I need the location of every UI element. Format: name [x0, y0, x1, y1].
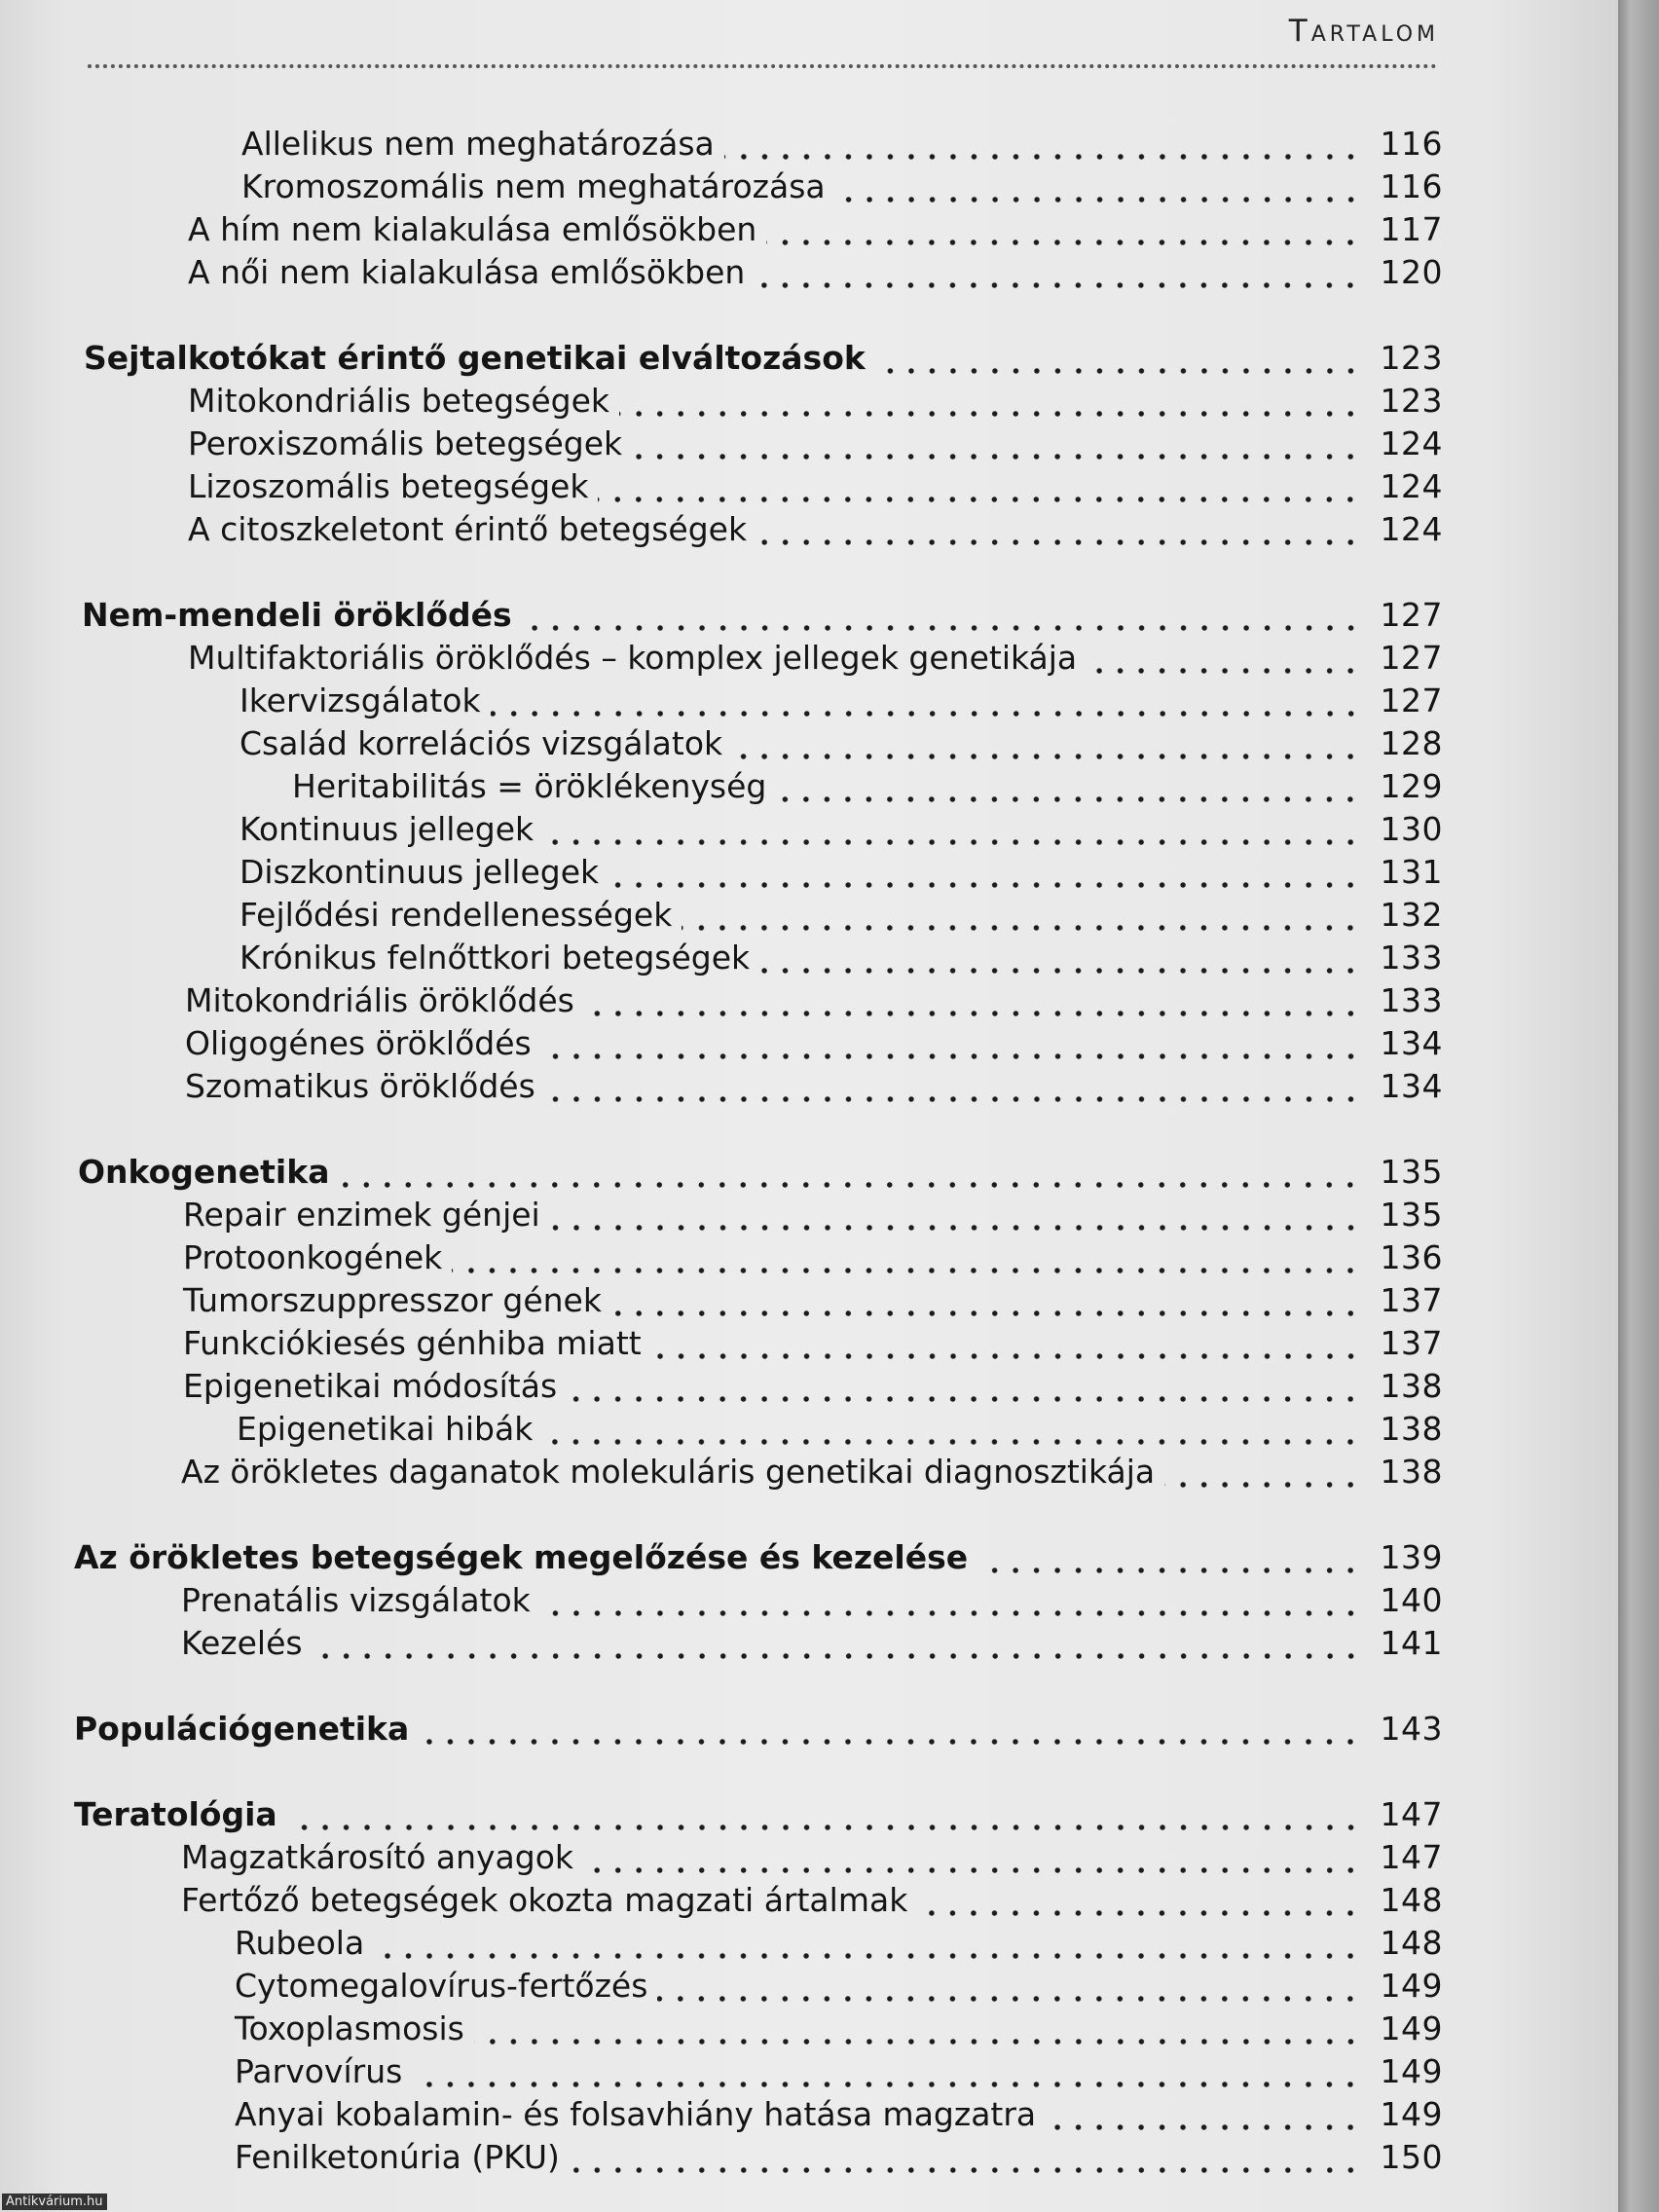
dot-leader: [287, 1793, 1361, 1836]
toc-entry: [240, 680, 1443, 722]
dot-leader: [766, 208, 1361, 251]
toc-entry: [183, 1322, 1443, 1365]
dot-leader: [550, 1194, 1361, 1236]
toc-chapter-entry: [74, 1536, 1443, 1579]
toc-page-number: 143: [1380, 1710, 1443, 1748]
toc-entry: [188, 423, 1443, 465]
toc-entry-label: Epigenetikai módosítás: [183, 1367, 558, 1405]
toc-page-number: 135: [1380, 1153, 1443, 1191]
toc-entry: [240, 722, 1443, 765]
toc-page-number: 139: [1380, 1538, 1443, 1576]
toc-page-number: 136: [1380, 1238, 1443, 1276]
toc-page-number: 124: [1380, 510, 1443, 548]
toc-page-number: 116: [1380, 167, 1443, 205]
toc-entry: [188, 208, 1443, 251]
toc-entry: [237, 1408, 1443, 1451]
dot-leader: [724, 123, 1361, 166]
dot-leader: [339, 1151, 1361, 1194]
toc-entry: [235, 2136, 1443, 2179]
toc-entry: [183, 1365, 1443, 1408]
toc-entry-label: Repair enzimek génjei: [183, 1196, 540, 1234]
toc-page-number: 147: [1380, 1838, 1443, 1876]
toc-entry: [185, 1022, 1443, 1065]
toc-page-number: 133: [1380, 981, 1443, 1019]
toc-entry: [241, 166, 1443, 208]
toc-chapter-entry: [74, 1793, 1443, 1836]
toc-page-number: 127: [1380, 682, 1443, 719]
toc-entry-label: Kromoszomális nem meghatározása: [241, 167, 826, 205]
dot-leader: [732, 722, 1361, 765]
toc-page-number: 130: [1380, 810, 1443, 848]
toc-entry: [188, 637, 1443, 680]
toc-entry-label: Peroxiszomális betegségek: [188, 424, 623, 462]
toc-page-number: 123: [1380, 339, 1443, 377]
toc-entry: [188, 251, 1443, 294]
toc-entry: [188, 380, 1443, 423]
toc-page-number: 134: [1380, 1067, 1443, 1105]
toc-entry-label: Toxoplasmosis: [235, 2009, 464, 2047]
toc-entry: [181, 1879, 1443, 1922]
toc-entry: [181, 1836, 1443, 1879]
dot-leader: [474, 2008, 1361, 2050]
dot-leader: [776, 765, 1361, 808]
dot-leader: [542, 1408, 1361, 1451]
toc-entry-label: Szomatikus öröklődés: [185, 1067, 535, 1105]
toc-entry-label: Mitokondriális öröklődés: [185, 981, 574, 1019]
toc-entry: [185, 1065, 1443, 1108]
dot-leader: [541, 1022, 1361, 1065]
toc-page-number: 138: [1380, 1453, 1443, 1491]
toc-entry-label: A hím nem kialakulása emlősökben: [188, 210, 757, 248]
dot-leader: [611, 1279, 1361, 1322]
toc-entry-label: Fenilketonúria (PKU): [235, 2138, 560, 2176]
dot-leader: [756, 508, 1361, 551]
toc-page-number: 149: [1380, 1967, 1443, 2005]
toc-entry-label: Az örökletes daganatok molekuláris genetikai diagnosztikája: [181, 1453, 1156, 1491]
toc-page-number: 147: [1380, 1795, 1443, 1833]
dot-leader: [1046, 2093, 1361, 2136]
dot-leader: [374, 1922, 1361, 1965]
toc-page-number: 148: [1380, 1924, 1443, 1962]
toc-page-number: 140: [1380, 1581, 1443, 1619]
toc-entry-label: Tumorszuppresszor gének: [183, 1281, 602, 1319]
toc-entry-label: Diszkontinuus jellegek: [240, 853, 600, 891]
toc-page-number: 127: [1380, 596, 1443, 634]
toc-entry-label: Mitokondriális betegségek: [188, 382, 610, 420]
toc-entry-label: A citoszkeletont érintő betegségek: [188, 510, 748, 548]
toc-page-number: 141: [1380, 1624, 1443, 1662]
toc-entry-label: Kontinuus jellegek: [240, 810, 535, 848]
toc-entry-label: Prenatális vizsgálatok: [181, 1581, 531, 1619]
dot-leader: [543, 808, 1361, 851]
dot-leader: [651, 1322, 1361, 1365]
toc-page-number: 128: [1380, 724, 1443, 762]
toc-entry: [240, 894, 1443, 937]
toc-page-number: 138: [1380, 1410, 1443, 1448]
toc-entry-label: Fejlődési rendellenességek: [240, 896, 673, 934]
toc-chapter-label: Nem-mendeli öröklődés: [82, 596, 512, 634]
toc-entry-label: Ikervizsgálatok: [240, 682, 481, 719]
toc-entry: [181, 1622, 1443, 1665]
toc-page-number: 150: [1380, 2138, 1443, 2176]
running-header: Tartalom: [1288, 14, 1439, 49]
toc-entry-label: Funkciókiesés génhiba miatt: [183, 1324, 642, 1362]
toc-chapter-label: Onkogenetika: [78, 1153, 330, 1191]
dot-leader: [567, 1365, 1361, 1408]
dot-leader: [977, 1536, 1361, 1579]
toc-page-number: 137: [1380, 1281, 1443, 1319]
toc-page-number: 124: [1380, 424, 1443, 462]
toc-entry: [188, 508, 1443, 551]
toc-entry-label: Krónikus felnőttkori betegségek: [240, 939, 751, 977]
dot-leader: [917, 1879, 1361, 1922]
toc-entry: [235, 2093, 1443, 2136]
toc-chapter-label: Populációgenetika: [74, 1710, 410, 1748]
dot-leader: [584, 979, 1361, 1022]
toc-chapter-entry: [84, 337, 1443, 380]
toc-entry: [183, 1194, 1443, 1236]
dot-leader: [540, 1579, 1361, 1622]
toc-entry-label: Protoonkogének: [183, 1238, 443, 1276]
dot-leader: [598, 465, 1361, 508]
toc-page-number: 117: [1380, 210, 1443, 248]
dot-leader: [875, 337, 1361, 380]
toc-entry: [240, 851, 1443, 894]
toc-page-number: 120: [1380, 253, 1443, 291]
toc-entry: [183, 1279, 1443, 1322]
toc-page-number: 123: [1380, 382, 1443, 420]
dot-leader: [619, 380, 1361, 423]
toc-entry-label: Rubeola: [235, 1924, 365, 1962]
toc-page-number: 124: [1380, 467, 1443, 505]
toc-entry-label: Epigenetikai hibák: [237, 1410, 534, 1448]
dot-leader: [522, 594, 1361, 637]
toc-entry-label: A női nem kialakulása emlősökben: [188, 253, 746, 291]
toc-page-number: 133: [1380, 939, 1443, 977]
dot-leader: [491, 680, 1361, 722]
toc-page-number: 116: [1380, 125, 1443, 163]
dot-leader: [545, 1065, 1361, 1108]
toc-entry-label: Lizoszomális betegségek: [188, 467, 589, 505]
toc-page-number: 138: [1380, 1367, 1443, 1405]
toc-page-number: 148: [1380, 1881, 1443, 1919]
toc-chapter-label: Az örökletes betegségek megelőzése és kezelése: [74, 1538, 969, 1576]
toc-page-number: 135: [1380, 1196, 1443, 1234]
dot-leader: [419, 1708, 1361, 1751]
dot-leader: [682, 894, 1361, 937]
toc-entry-label: Heritabilitás = öröklékenység: [292, 767, 767, 805]
toc-entry: [240, 808, 1443, 851]
toc-chapter-entry: [78, 1151, 1443, 1194]
toc-entry: [235, 1965, 1443, 2008]
toc-entry-label: Fertőző betegségek okozta magzati ártalmak: [181, 1881, 908, 1919]
toc-page-number: 134: [1380, 1024, 1443, 1062]
toc-entry: [235, 2050, 1443, 2093]
toc-entry-label: Multifaktoriális öröklődés – komplex jellegek genetikája: [188, 639, 1078, 677]
toc-entry: [292, 765, 1443, 808]
source-watermark: Antikvárium.hu: [2, 2194, 107, 2210]
toc-entry: [185, 979, 1443, 1022]
toc-entry-label: Cytomegalovírus-fertőzés: [235, 1967, 648, 2005]
toc-entry-label: Allelikus nem meghatározása: [241, 125, 715, 163]
dot-leader: [759, 937, 1361, 979]
dot-leader: [608, 851, 1361, 894]
dot-leader: [570, 2136, 1361, 2179]
dot-leader: [835, 166, 1361, 208]
dot-leader: [1087, 637, 1361, 680]
toc-page-number: 132: [1380, 896, 1443, 934]
dot-leader: [632, 423, 1361, 465]
dot-leader: [755, 251, 1361, 294]
toc-entry: [235, 2008, 1443, 2050]
toc-page-number: 137: [1380, 1324, 1443, 1362]
toc-entry: [235, 1922, 1443, 1965]
toc-page-number: 131: [1380, 853, 1443, 891]
toc-page-number: 127: [1380, 639, 1443, 677]
toc-entry: [241, 123, 1443, 166]
toc-entry-label: Kezelés: [181, 1624, 303, 1662]
toc-entry-label: Magzatkárosító anyagok: [181, 1838, 574, 1876]
dot-leader: [452, 1236, 1361, 1279]
dot-leader: [1164, 1451, 1361, 1493]
toc-chapter-label: Teratológia: [74, 1795, 277, 1833]
toc-entry: [240, 937, 1443, 979]
toc-chapter-entry: [74, 1708, 1443, 1751]
dot-leader: [313, 1622, 1361, 1665]
toc-entry-label: Család korrelációs vizsgálatok: [240, 724, 723, 762]
toc-entry: [188, 465, 1443, 508]
toc-entry: [181, 1579, 1443, 1622]
toc-entry-label: Parvovírus: [235, 2052, 403, 2090]
toc-entry-label: Anyai kobalamin- és folsavhiány hatása magzatra: [235, 2095, 1037, 2133]
toc-entry-label: Oligogénes öröklődés: [185, 1024, 532, 1062]
toc-chapter-entry: [82, 594, 1443, 637]
toc-page-number: 149: [1380, 2009, 1443, 2047]
toc-chapter-label: Sejtalkotókat érintő genetikai elváltozások: [84, 339, 866, 377]
dot-leader: [583, 1836, 1361, 1879]
toc-entry: [181, 1451, 1443, 1493]
toc-page-number: 129: [1380, 767, 1443, 805]
toc-page-number: 149: [1380, 2095, 1443, 2133]
dot-leader: [412, 2050, 1361, 2093]
dot-leader: [657, 1965, 1361, 2008]
toc-page-number: 149: [1380, 2052, 1443, 2090]
toc-entry: [183, 1236, 1443, 1279]
